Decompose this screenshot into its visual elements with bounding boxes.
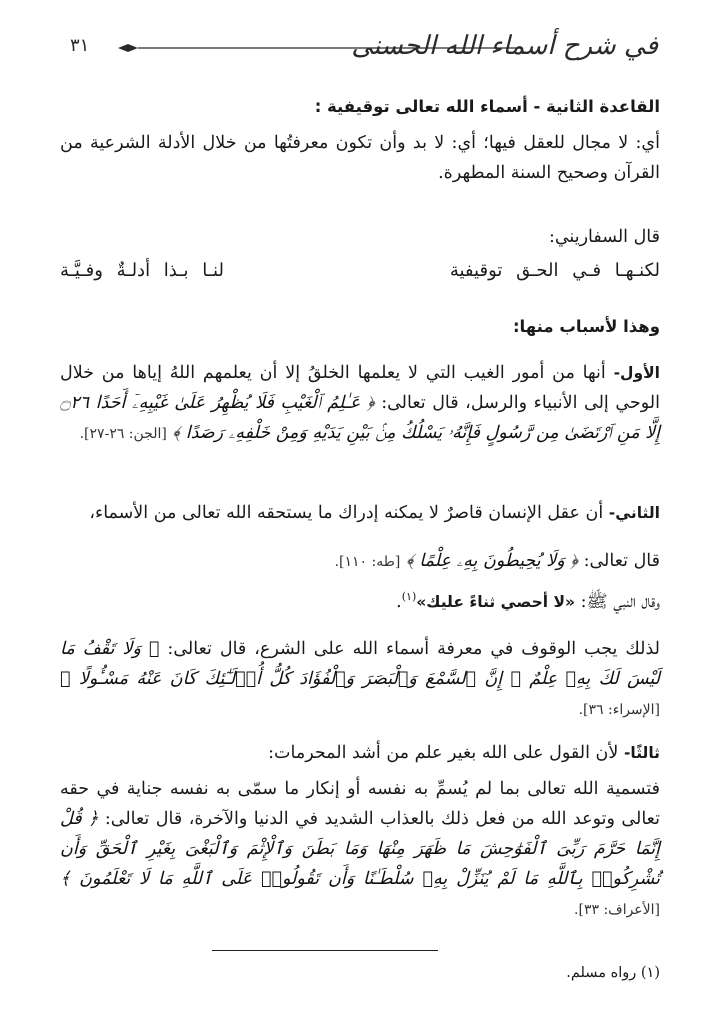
verse-intro: قال تعالى: — [104, 809, 183, 829]
hadith-text: «لا أحصي ثناءً عليك» — [416, 592, 576, 611]
page-number: ٣١ — [70, 35, 90, 56]
verse-reference: [الجن: ٢٦-٢٧]. — [79, 426, 167, 442]
footnote-divider — [212, 950, 438, 951]
quran-verse: ﴿ عَـٰلِمُ ٱلْغَيْبِ فَلَا يُظْهِرُ عَلَىٰ غَيْبِهِۦٓ أَحَدًا ۝٢٦ إِلَّا مَنِ ٱرْتَضَىٰ مِن رَّسُولٍ فَإِنَّهُۥ يَسْلُكُ مِنۢ بَيْنِ يَدَيْهِ وَمِنْ خَلْفِهِۦ رَصَدًا ﴾ — [60, 393, 660, 443]
reason-second — [60, 498, 660, 528]
verse-intro: قال تعالى: — [583, 551, 660, 571]
footnote — [60, 960, 660, 986]
reason-third-text: لأن القول على الله بغير علم من أشد المحرمات: — [268, 743, 619, 763]
ornament-divider — [118, 44, 518, 52]
verse-reference: [طه: ١١٠]. — [334, 554, 401, 570]
poem-hemistich-first: لكنـهـا فـي الحـق توقيفية — [449, 260, 660, 281]
third-para: فتسمية الله تعالى بما لم يُسمِّ به نفسه أو إنكار ما سمّى به نفسه جناية في حقه تعالى وتوعد الله من فعل ذلك بالعذاب الشديد في الدنيا والآخرة، — [60, 779, 660, 829]
footnote-marker: (١) — [401, 590, 417, 603]
quran-verse: ﴿ وَلَا يُحِيطُونَ بِهِۦ عِلْمًا ﴾ — [405, 551, 578, 571]
reason-second-label: الثاني- — [608, 504, 660, 522]
page-header — [0, 26, 720, 70]
hadith-line: وقال النبي ﷺ: «لا أحصي ثناءً عليك»$^{(١)}$. — [396, 590, 660, 612]
reason-first-label: الأول- — [613, 364, 660, 382]
reasons-heading: وهذا لأسباب منها: — [512, 317, 660, 336]
therefore-paragraph — [60, 634, 660, 725]
reason-third — [60, 738, 660, 768]
running-title: في شرح أسماء الله الحسنى — [351, 31, 658, 61]
reason-second-verse-line — [60, 546, 660, 577]
footnote-number: (١) — [640, 965, 660, 981]
verse-reference: [الأعراف: ٣٣]. — [574, 902, 660, 918]
poem-hemistich-second: لنـا بـذا أدلـةٌ وفـيَّـة — [60, 260, 224, 281]
rule-paragraph: أي: لا مجال للعقل فيها؛ أي: لا بد وأن تكون معرفتُها من خلال الأدلة الشرعية من القرآن وصحيح السنة المطهرة. — [60, 133, 660, 183]
verse-reference: [الإسراء: ٣٦]. — [578, 702, 660, 718]
therefore-text: لذلك يجب الوقوف في معرفة أسماء الله على الشرع، قال تعالى: — [167, 639, 660, 659]
poem-intro: قال السفاريني: — [548, 227, 660, 247]
quran-verse: ﴿ وَلَا تَقْفُ مَا لَيْسَ لَكَ بِهِۦ عِلْمٌ ۚ إِنَّ ٱلسَّمْعَ وَٱلْبَصَرَ وَٱلْفُؤَادَ كُلُّ أُو۟لَـٰٓئِكَ كَانَ عَنْهُ مَسْـُٔولًا ﴾ — [60, 639, 660, 689]
reason-third-paragraph — [60, 774, 660, 925]
reason-first-text: أنها من أمور الغيب التي لا يعلمها الخلقُ إلا أن يعلمهم اللهُ إياها من خلال الوحي إلى الأنبياء والرسل، قال تعالى: — [60, 363, 660, 413]
footnote-text: رواه مسلم. — [566, 965, 637, 981]
reason-third-label: ثالثًا- — [623, 744, 660, 762]
quran-verse: ﴿ قُلْ إِنَّمَا حَرَّمَ رَبِّىَ ٱلْفَوَٰحِشَ مَا ظَهَرَ مِنْهَا وَمَا بَطَنَ وَٱلْإِثْمَ وَٱلْبَغْىَ بِغَيْرِ ٱلْحَقِّ وَأَن تُشْرِكُوا۟ بِٱللَّهِ مَا لَمْ يُنَزِّلْ بِهِۦ سُلْطَـٰنًا وَأَن تَقُولُوا۟ عَلَى ٱللَّهِ مَا لَا تَعْلَمُونَ ﴾ — [60, 809, 661, 889]
rule-heading: القاعدة الثانية - أسماء الله تعالى توقيفية : — [314, 97, 660, 116]
poem-verse — [60, 254, 660, 288]
reason-second-text: أن عقل الإنسان قاصرٌ لا يمكنه إدراك ما يستحقه الله تعالى من الأسماء، — [89, 503, 604, 523]
hadith-intro: وقال النبي ﷺ: — [580, 591, 660, 612]
reason-first — [60, 358, 660, 449]
